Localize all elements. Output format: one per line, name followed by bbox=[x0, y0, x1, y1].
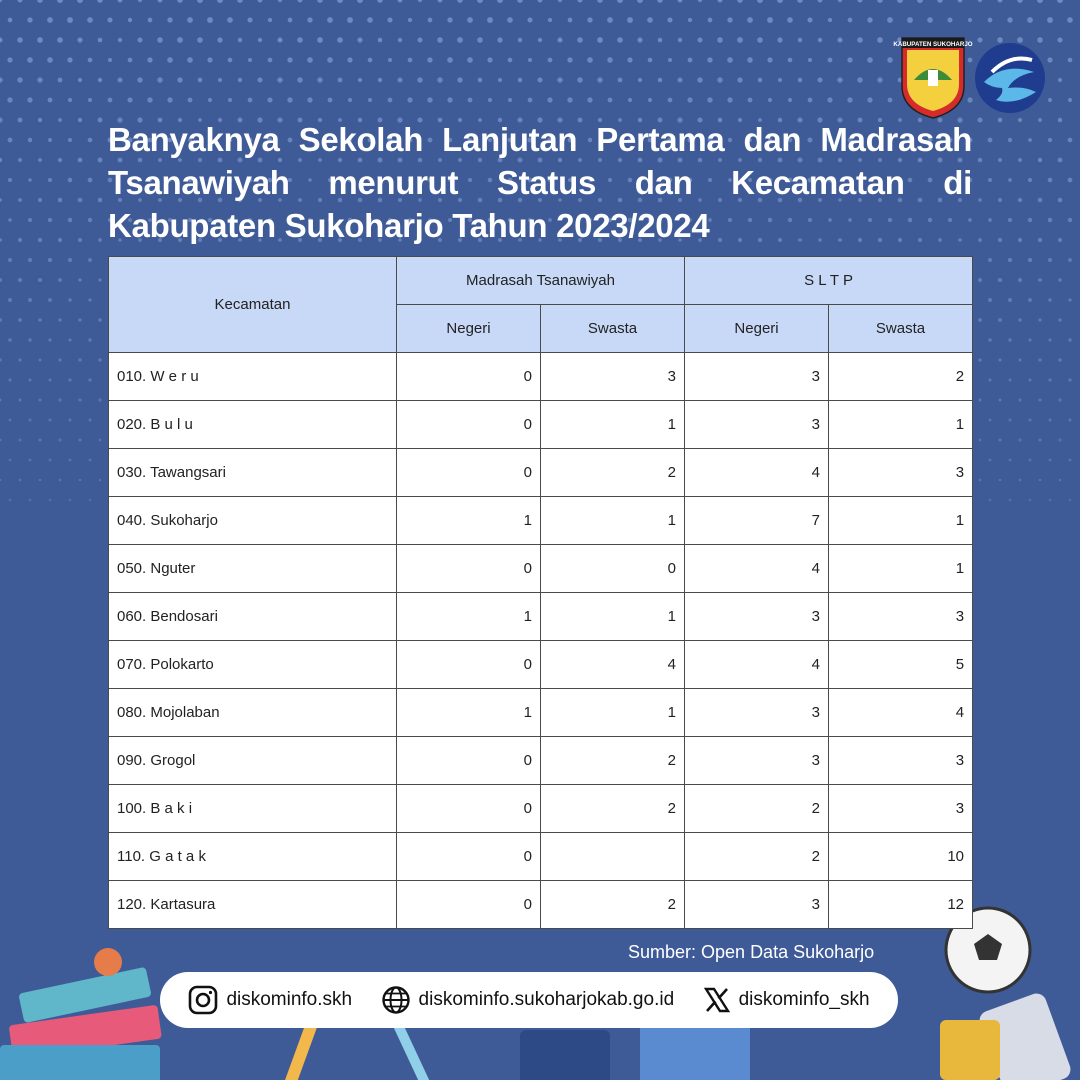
cell-kecamatan: 050. Nguter bbox=[109, 545, 397, 593]
cell-mts-negeri: 0 bbox=[397, 641, 541, 689]
cell-mts-negeri: 0 bbox=[397, 545, 541, 593]
kominfo-logo bbox=[974, 42, 1046, 114]
cell-mts-negeri: 1 bbox=[397, 593, 541, 641]
cell-sltp-negeri: 2 bbox=[685, 785, 829, 833]
cell-kecamatan: 010. W e r u bbox=[109, 353, 397, 401]
cell-mts-negeri: 0 bbox=[397, 401, 541, 449]
cell-mts-negeri: 0 bbox=[397, 785, 541, 833]
cell-sltp-swasta: 4 bbox=[829, 689, 973, 737]
cell-sltp-negeri: 4 bbox=[685, 641, 829, 689]
cell-mts-swasta: 1 bbox=[541, 593, 685, 641]
page-title: Banyaknya Sekolah Lanjutan Pertama dan Madrasah Tsanawiyah menurut Status dan Kecamatan di Kabupaten Sukoharjo Tahun 2023/2024 bbox=[108, 121, 972, 244]
table-row bbox=[109, 833, 973, 881]
cell-sltp-swasta: 2 bbox=[829, 353, 973, 401]
table-row bbox=[109, 641, 973, 689]
cell-mts-negeri: 0 bbox=[397, 353, 541, 401]
table-row bbox=[109, 881, 973, 929]
logo-text: KABUPATEN SUKOHARJO bbox=[893, 41, 973, 48]
cell-mts-swasta: 2 bbox=[541, 737, 685, 785]
cell-sltp-negeri: 2 bbox=[685, 833, 829, 881]
cell-kecamatan: 060. Bendosari bbox=[109, 593, 397, 641]
cell-mts-swasta: 1 bbox=[541, 689, 685, 737]
cell-mts-swasta: 2 bbox=[541, 449, 685, 497]
header-mts-swasta: Swasta bbox=[541, 305, 685, 353]
header-sltp: S L T P bbox=[685, 257, 973, 305]
cell-mts-swasta: 3 bbox=[541, 353, 685, 401]
logos bbox=[893, 36, 1046, 120]
cell-mts-swasta: 1 bbox=[541, 497, 685, 545]
social-footer bbox=[160, 972, 898, 1028]
cell-mts-swasta: 4 bbox=[541, 641, 685, 689]
cell-mts-negeri: 0 bbox=[397, 833, 541, 881]
header-madrasah-tsanawiyah: Madrasah Tsanawiyah bbox=[397, 257, 685, 305]
sukoharjo-regency-logo bbox=[893, 36, 973, 120]
cell-mts-negeri: 1 bbox=[397, 689, 541, 737]
table-row bbox=[109, 737, 973, 785]
cell-kecamatan: 040. Sukoharjo bbox=[109, 497, 397, 545]
cell-mts-swasta bbox=[541, 833, 685, 881]
cell-sltp-swasta: 3 bbox=[829, 593, 973, 641]
cell-sltp-swasta: 3 bbox=[829, 785, 973, 833]
cell-sltp-swasta: 3 bbox=[829, 449, 973, 497]
cell-sltp-swasta: 5 bbox=[829, 641, 973, 689]
instagram-handle: diskominfo.skh bbox=[226, 989, 353, 1010]
instagram-icon bbox=[188, 985, 218, 1015]
cell-sltp-negeri: 3 bbox=[685, 353, 829, 401]
cell-kecamatan: 110. G a t a k bbox=[109, 833, 397, 881]
cell-sltp-swasta: 1 bbox=[829, 497, 973, 545]
table-row bbox=[109, 353, 973, 401]
cell-mts-negeri: 1 bbox=[397, 497, 541, 545]
cell-sltp-swasta: 12 bbox=[829, 881, 973, 929]
cell-sltp-negeri: 4 bbox=[685, 545, 829, 593]
cell-mts-swasta: 2 bbox=[541, 785, 685, 833]
cell-kecamatan: 070. Polokarto bbox=[109, 641, 397, 689]
school-count-table bbox=[108, 256, 973, 929]
cell-sltp-negeri: 3 bbox=[685, 689, 829, 737]
source-note: Sumber: Open Data Sukoharjo bbox=[628, 942, 875, 962]
cell-sltp-swasta: 10 bbox=[829, 833, 973, 881]
cell-mts-swasta: 0 bbox=[541, 545, 685, 593]
cell-mts-negeri: 0 bbox=[397, 737, 541, 785]
website-url: diskominfo.sukoharjokab.go.id bbox=[418, 989, 675, 1010]
header-sltp-swasta: Swasta bbox=[829, 305, 973, 353]
instagram-link[interactable] bbox=[188, 985, 352, 1015]
cell-sltp-swasta: 1 bbox=[829, 401, 973, 449]
website-link[interactable] bbox=[381, 985, 675, 1015]
x-handle: diskominfo_skh bbox=[738, 989, 870, 1010]
table-row bbox=[109, 689, 973, 737]
table-row bbox=[109, 449, 973, 497]
cell-mts-negeri: 0 bbox=[397, 449, 541, 497]
table-row bbox=[109, 545, 973, 593]
cell-sltp-negeri: 3 bbox=[685, 881, 829, 929]
cell-sltp-negeri: 4 bbox=[685, 449, 829, 497]
header-sltp-negeri: Negeri bbox=[685, 305, 829, 353]
table-row bbox=[109, 593, 973, 641]
cell-sltp-swasta: 3 bbox=[829, 737, 973, 785]
x-link[interactable] bbox=[703, 986, 870, 1014]
cell-sltp-swasta: 1 bbox=[829, 545, 973, 593]
cell-mts-swasta: 2 bbox=[541, 881, 685, 929]
header-kecamatan: Kecamatan bbox=[109, 257, 397, 353]
globe-icon bbox=[381, 985, 411, 1015]
cell-sltp-negeri: 7 bbox=[685, 497, 829, 545]
cell-kecamatan: 020. B u l u bbox=[109, 401, 397, 449]
cell-mts-swasta: 1 bbox=[541, 401, 685, 449]
cell-sltp-negeri: 3 bbox=[685, 737, 829, 785]
cell-sltp-negeri: 3 bbox=[685, 401, 829, 449]
cell-kecamatan: 030. Tawangsari bbox=[109, 449, 397, 497]
table-row bbox=[109, 785, 973, 833]
table-row bbox=[109, 497, 973, 545]
cell-kecamatan: 120. Kartasura bbox=[109, 881, 397, 929]
table-row bbox=[109, 401, 973, 449]
cell-mts-negeri: 0 bbox=[397, 881, 541, 929]
header-mts-negeri: Negeri bbox=[397, 305, 541, 353]
cell-kecamatan: 100. B a k i bbox=[109, 785, 397, 833]
cell-kecamatan: 090. Grogol bbox=[109, 737, 397, 785]
x-icon bbox=[703, 986, 731, 1014]
cell-sltp-negeri: 3 bbox=[685, 593, 829, 641]
cell-kecamatan: 080. Mojolaban bbox=[109, 689, 397, 737]
